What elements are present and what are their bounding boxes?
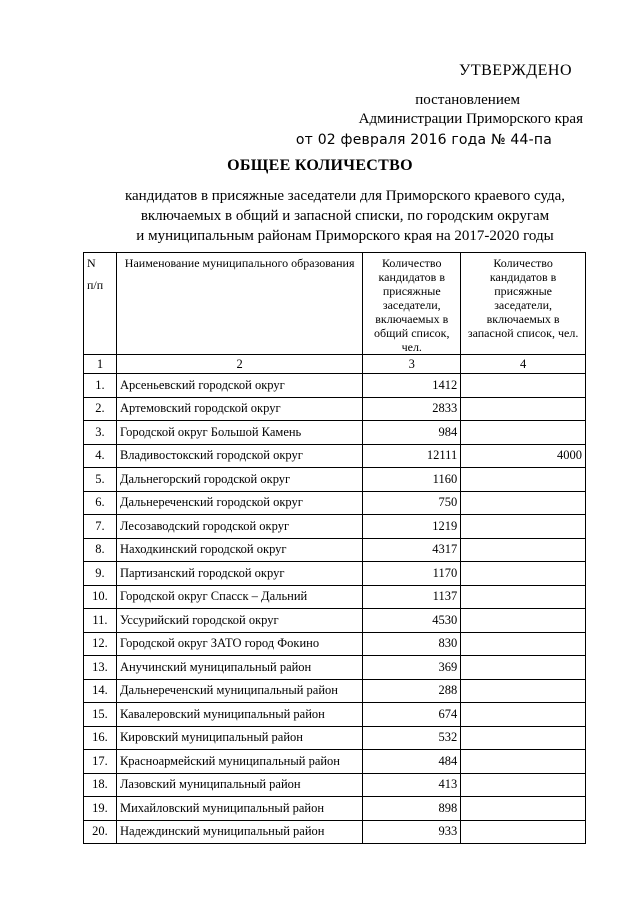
table-row	[84, 679, 586, 703]
row-municipality-name: Уссурийский городской округ	[116, 609, 362, 633]
row-number: 1.	[84, 374, 117, 398]
table-row	[84, 703, 586, 727]
table-row	[84, 656, 586, 680]
table-row	[84, 609, 586, 633]
row-number: 6.	[84, 491, 117, 515]
table-row	[84, 515, 586, 539]
table-row	[84, 468, 586, 492]
row-municipality-name: Партизанский городской округ	[116, 562, 362, 586]
row-general-count: 484	[363, 750, 461, 774]
row-number: 17.	[84, 750, 117, 774]
row-reserve-count	[461, 750, 586, 774]
row-number: 10.	[84, 585, 117, 609]
table-row	[84, 491, 586, 515]
subtitle-line-2: включаемых в общий и запасной списки, по городским округам	[140, 208, 550, 224]
row-general-count: 1219	[363, 515, 461, 539]
row-number: 12.	[84, 632, 117, 656]
row-reserve-count	[461, 797, 586, 821]
row-general-count: 1137	[363, 585, 461, 609]
row-reserve-count	[461, 726, 586, 750]
row-general-count: 288	[363, 679, 461, 703]
row-general-count: 2833	[363, 397, 461, 421]
row-municipality-name: Арсеньевский городской округ	[116, 374, 362, 398]
row-reserve-count: 4000	[461, 444, 586, 468]
row-municipality-name: Лесозаводский городской округ	[116, 515, 362, 539]
document-subtitle	[110, 186, 580, 246]
row-reserve-count	[461, 656, 586, 680]
row-general-count: 674	[363, 703, 461, 727]
row-number: 16.	[84, 726, 117, 750]
row-number: 14.	[84, 679, 117, 703]
table-row	[84, 797, 586, 821]
column-numbers-row	[84, 355, 586, 374]
table-row	[84, 750, 586, 774]
row-number: 13.	[84, 656, 117, 680]
row-municipality-name: Красноармейский муниципальный район	[116, 750, 362, 774]
table-row	[84, 421, 586, 445]
row-reserve-count	[461, 820, 586, 844]
column-number: 1	[84, 355, 117, 374]
row-reserve-count	[461, 421, 586, 445]
row-general-count: 532	[363, 726, 461, 750]
row-general-count: 12111	[363, 444, 461, 468]
row-municipality-name: Дальнереченский муниципальный район	[116, 679, 362, 703]
header-general-list: Количество кандидатов в присяжные заседатели, включаемых в общий список, чел.	[363, 253, 461, 355]
candidates-table	[83, 252, 586, 844]
row-reserve-count	[461, 374, 586, 398]
table-row	[84, 773, 586, 797]
row-reserve-count	[461, 679, 586, 703]
row-general-count: 4317	[363, 538, 461, 562]
row-reserve-count	[461, 491, 586, 515]
row-reserve-count	[461, 562, 586, 586]
row-general-count: 898	[363, 797, 461, 821]
row-municipality-name: Артемовский городской округ	[116, 397, 362, 421]
row-municipality-name: Кировский муниципальный район	[116, 726, 362, 750]
row-general-count: 1170	[363, 562, 461, 586]
row-number: 3.	[84, 421, 117, 445]
header-number-line1: N	[87, 256, 96, 270]
row-number: 19.	[84, 797, 117, 821]
row-reserve-count	[461, 515, 586, 539]
row-general-count: 4530	[363, 609, 461, 633]
row-municipality-name: Дальнегорский городской округ	[116, 468, 362, 492]
row-municipality-name: Лазовский муниципальный район	[116, 773, 362, 797]
table-header-row	[84, 253, 586, 355]
row-municipality-name: Михайловский муниципальный район	[116, 797, 362, 821]
row-general-count: 750	[363, 491, 461, 515]
row-number: 4.	[84, 444, 117, 468]
row-general-count: 984	[363, 421, 461, 445]
row-reserve-count	[461, 703, 586, 727]
row-municipality-name: Городской округ ЗАТО город Фокино	[116, 632, 362, 656]
subtitle-line-1: кандидатов в присяжные заседатели для Приморского краевого суда,	[124, 188, 566, 204]
resolution-date-number: от 02 февраля 2016 года № 44-па	[295, 132, 552, 148]
row-reserve-count	[461, 632, 586, 656]
row-general-count: 369	[363, 656, 461, 680]
table-row	[84, 632, 586, 656]
row-municipality-name: Дальнереченский городской округ	[116, 491, 362, 515]
column-number: 4	[461, 355, 586, 374]
row-number: 15.	[84, 703, 117, 727]
row-number: 5.	[84, 468, 117, 492]
row-reserve-count	[461, 468, 586, 492]
administration-label: Администрации Приморского края	[358, 111, 583, 127]
row-number: 2.	[84, 397, 117, 421]
row-municipality-name: Городской округ Спасск – Дальний	[116, 585, 362, 609]
row-reserve-count	[461, 609, 586, 633]
row-municipality-name: Владивостокский городской округ	[116, 444, 362, 468]
approval-block	[295, 62, 583, 148]
column-number: 3	[363, 355, 461, 374]
row-general-count: 1412	[363, 374, 461, 398]
table-row	[84, 585, 586, 609]
row-municipality-name: Городской округ Большой Камень	[116, 421, 362, 445]
header-number	[84, 253, 117, 355]
row-number: 9.	[84, 562, 117, 586]
row-general-count: 1160	[363, 468, 461, 492]
column-number: 2	[116, 355, 362, 374]
row-number: 18.	[84, 773, 117, 797]
subtitle-line-3: и муниципальным районам Приморского края на 2017-2020 годы	[136, 228, 554, 244]
header-municipality: Наименование муниципального образования	[116, 253, 362, 355]
table-row	[84, 444, 586, 468]
row-reserve-count	[461, 585, 586, 609]
resolution-label: постановлением	[415, 92, 520, 108]
header-reserve-list: Количество кандидатов в присяжные заседатели, включаемых в запасной список, чел.	[461, 253, 586, 355]
row-municipality-name: Кавалеровский муниципальный район	[116, 703, 362, 727]
row-reserve-count	[461, 773, 586, 797]
row-municipality-name: Анучинский муниципальный район	[116, 656, 362, 680]
table-row	[84, 562, 586, 586]
header-number-line2: п/п	[87, 278, 104, 292]
row-general-count: 933	[363, 820, 461, 844]
row-municipality-name: Надеждинский муниципальный район	[116, 820, 362, 844]
row-general-count: 830	[363, 632, 461, 656]
table-row	[84, 820, 586, 844]
row-municipality-name: Находкинский городской округ	[116, 538, 362, 562]
row-reserve-count	[461, 538, 586, 562]
row-number: 8.	[84, 538, 117, 562]
row-number: 11.	[84, 609, 117, 633]
table-row	[84, 538, 586, 562]
document-title: ОБЩЕЕ КОЛИЧЕСТВО	[227, 157, 413, 174]
approved-label: УТВЕРЖДЕНО	[458, 62, 572, 79]
table-row	[84, 397, 586, 421]
row-number: 7.	[84, 515, 117, 539]
row-general-count: 413	[363, 773, 461, 797]
row-number: 20.	[84, 820, 117, 844]
table-row	[84, 726, 586, 750]
table-row	[84, 374, 586, 398]
row-reserve-count	[461, 397, 586, 421]
